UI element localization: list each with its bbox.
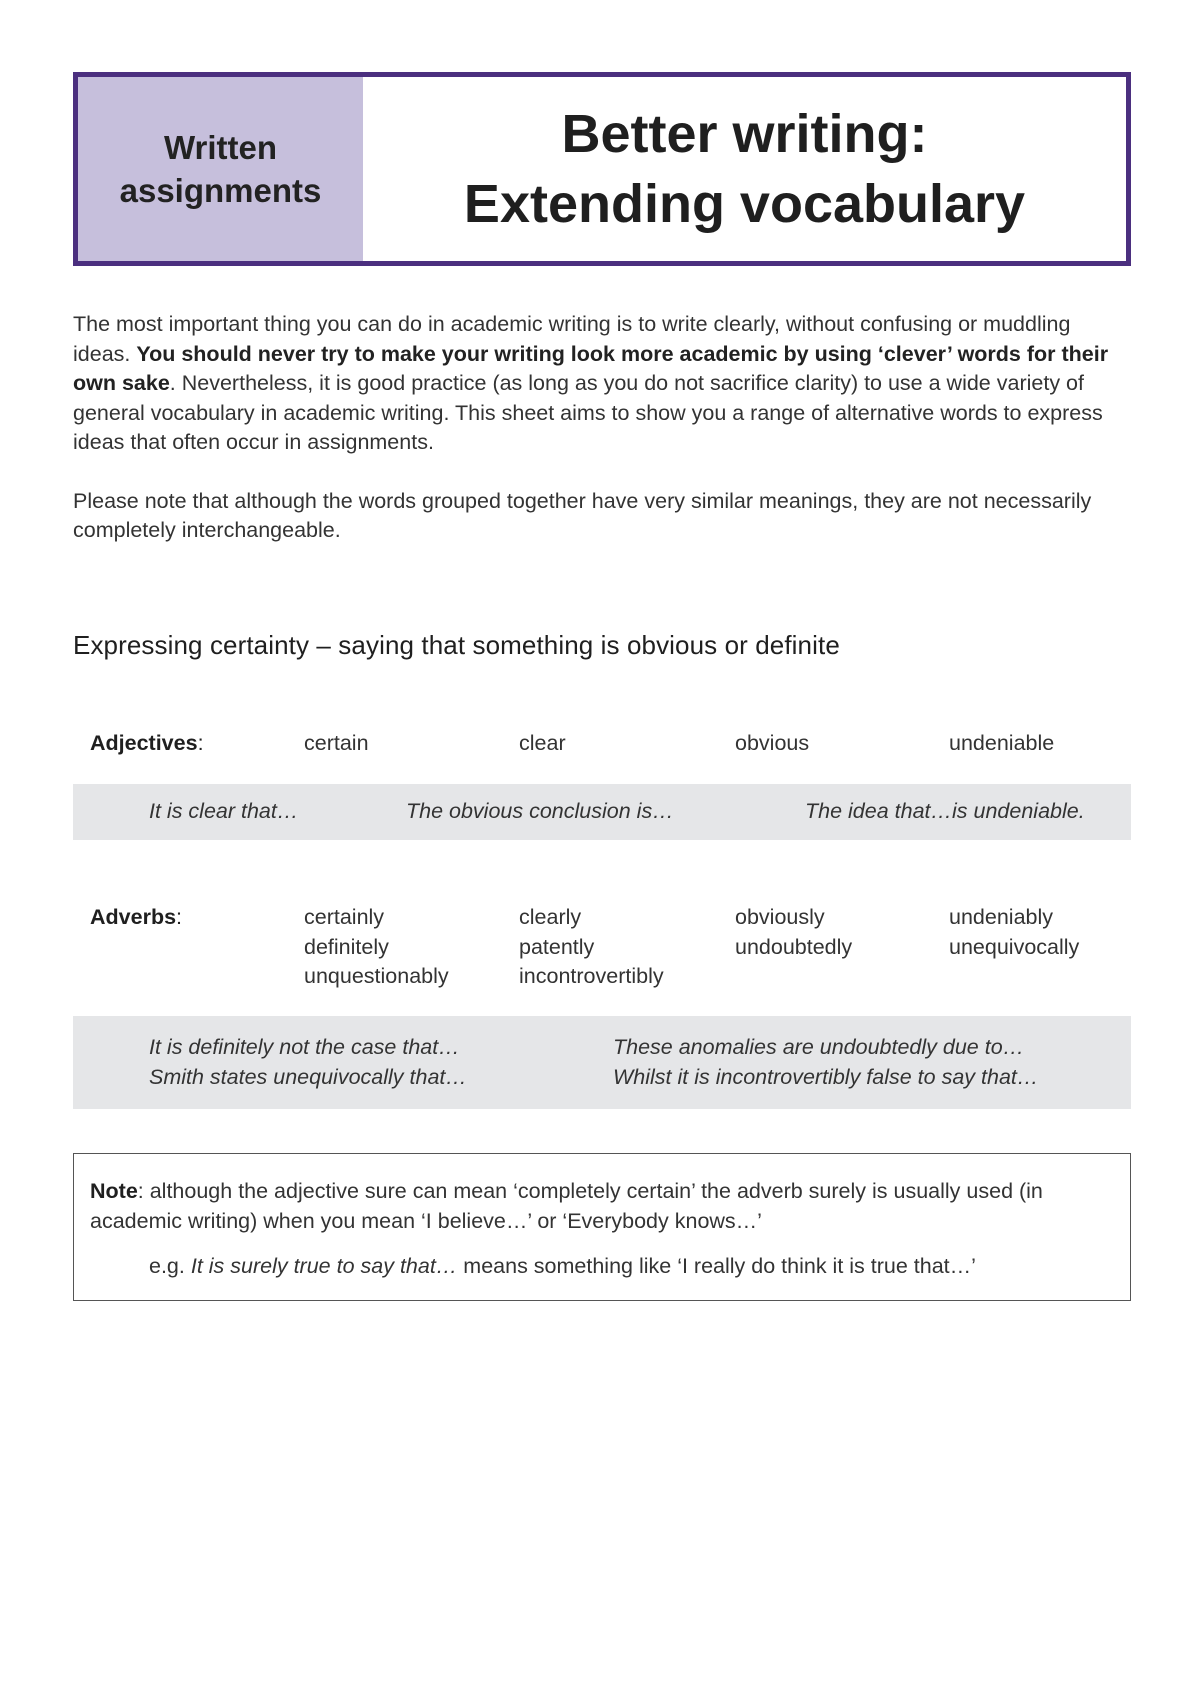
adverb-column xyxy=(304,903,449,992)
adverbs-row xyxy=(90,903,1130,993)
title-line-1: Better writing: xyxy=(561,104,928,164)
example-sentence: The idea that…is undeniable. xyxy=(805,799,1085,823)
adverbs-label: Adverbs: xyxy=(90,905,183,929)
adverb-word: undoubtedly xyxy=(735,934,853,959)
adverb-word: certainly xyxy=(304,905,385,929)
category-line-1: Written xyxy=(163,129,278,166)
intro-section xyxy=(73,310,1133,575)
example-sentence: It is definitely not the case that… xyxy=(149,1035,460,1059)
intro-p1-start: The most important thing you can do in academic writing is to write clearly, without confusing or muddling ideas. xyxy=(73,312,1071,366)
adverb-word: definitely xyxy=(304,934,389,959)
note-word-sure: sure xyxy=(364,1179,407,1203)
adverb-word: unequivocally xyxy=(949,934,1080,959)
note-example-italic: It is surely true to say that… xyxy=(190,1254,458,1278)
example-sentence: Whilst it is incontrovertibly false to say that… xyxy=(613,1065,1039,1089)
note-label: Note xyxy=(90,1179,138,1203)
adverb-column xyxy=(519,903,664,992)
example-sentence: Smith states unequivocally that… xyxy=(149,1065,467,1089)
intro-paragraph-1 xyxy=(73,310,1133,458)
adverb-word: patently xyxy=(519,934,595,959)
note-text: Note: although the adjective sure can mean ‘completely certain’ the adverb surely is usually used (in academic writing) when you mean ‘I believe…’ or ‘Everybody knows…’ xyxy=(90,1179,1043,1233)
adverbs-example-band xyxy=(73,1016,1131,1109)
adverb-column xyxy=(735,903,852,962)
adverb-word: unquestionably xyxy=(304,964,449,988)
intro-p1-end: . Nevertheless, it is good practice (as long as you do not sacrifice clarity) to use a wide variety of general vocabulary in academic writing. This sheet aims to show you a range of alternative words to express ideas that often occur in assignments. xyxy=(73,371,1103,454)
adjective-word: clear xyxy=(519,731,566,755)
section-heading: Expressing certainty – saying that something is obvious or definite xyxy=(73,630,840,660)
note-example: e.g. It is surely true to say that… means something like ‘I really do think it is true that…’ xyxy=(149,1254,976,1278)
adverb-word: incontrovertibly xyxy=(519,964,664,988)
example-sentence: It is clear that… xyxy=(149,799,299,823)
adjective-word: undeniable xyxy=(949,731,1055,755)
example-sentence: The obvious conclusion is… xyxy=(406,799,674,823)
category-panel xyxy=(78,77,363,261)
intro-paragraph-2: Please note that although the words grouped together have very similar meanings, they are not necessarily completely interchangeable. xyxy=(73,488,1092,542)
page-title xyxy=(363,77,1126,261)
category-line-2: assignments xyxy=(119,172,322,209)
adverb-word: obviously xyxy=(735,905,825,929)
adverb-word: undeniably xyxy=(949,905,1054,929)
adjectives-label: Adjectives: xyxy=(90,731,204,755)
note-word-surely: surely xyxy=(808,1179,867,1203)
adjective-word: obvious xyxy=(735,731,810,755)
example-sentence: These anomalies are undoubtedly due to… xyxy=(613,1035,1025,1059)
header-box xyxy=(73,72,1131,266)
title-line-2: Extending vocabulary xyxy=(463,174,1026,234)
note-box xyxy=(73,1153,1131,1301)
adverb-column xyxy=(949,903,1079,962)
adjectives-row xyxy=(90,729,1130,759)
adjective-word: certain xyxy=(304,731,369,755)
adverb-word: clearly xyxy=(519,905,582,929)
intro-p1-bold: You should never try to make your writing look more academic by using ‘clever’ words for their own sake xyxy=(73,341,1109,395)
adjectives-example-band xyxy=(73,784,1131,840)
